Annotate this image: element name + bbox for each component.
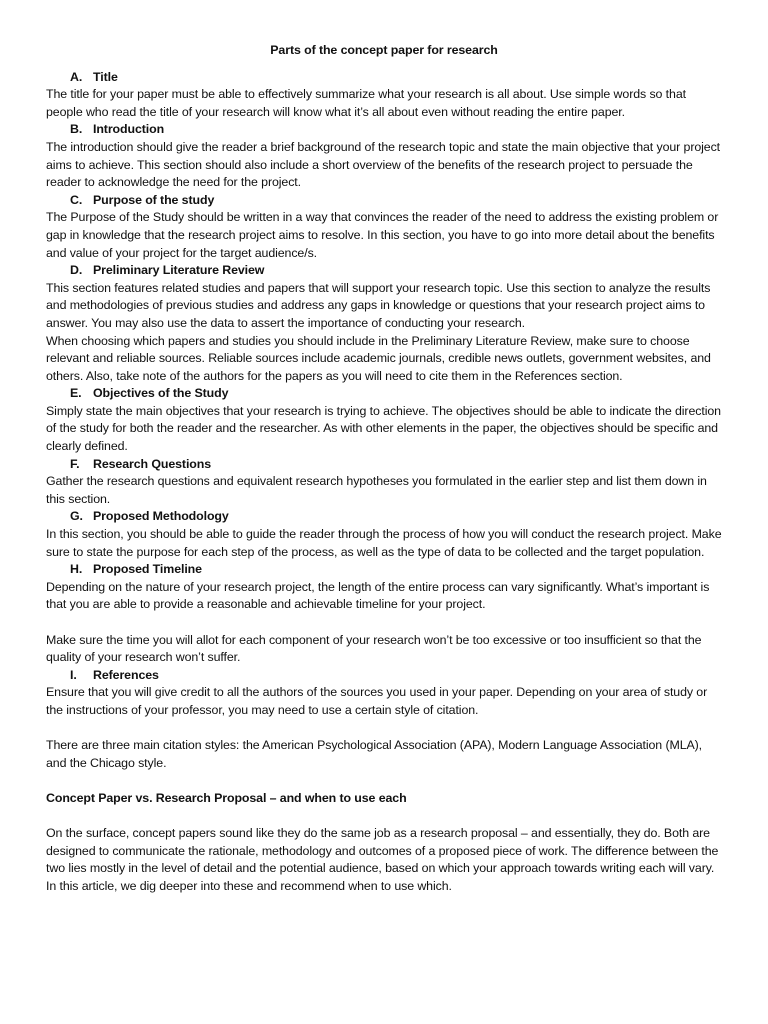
section-paragraph: Depending on the nature of your research project, the length of the entire process can vary significantly. What’s important is that you are able to provide a reasonable and achievable timeline for your project. (46, 579, 710, 612)
section-heading-methodology (46, 508, 722, 526)
section-letter: D. (70, 263, 83, 278)
section-letter: G. (70, 509, 83, 524)
closing-paragraph: On the surface, concept papers sound like they do the same job as a research proposal – and essentially, they do. Both are designed to communicate the rationale, methodology and outcomes of a proposed piece of work. The difference between the two lies mostly in the level of detail and the potential audience, based on which your approach towards writing each will vary. In this article, we dig deeper into these and recommend when to use which. (46, 826, 719, 893)
document-title: Parts of the concept paper for research (270, 43, 498, 57)
closing-heading: Concept Paper vs. Research Proposal – and when to use each (46, 790, 407, 805)
section-heading-text: Purpose of the study (93, 192, 215, 207)
section-heading-introduction (46, 121, 722, 139)
section-paragraph: The introduction should give the reader a brief background of the research topic and state the main objective that your project aims to achieve. This section should also include a short overview of the benefits of the research project to persuade the reader to acknowledge the need for the project. (46, 139, 721, 190)
section-paragraph: Gather the research questions and equivalent research hypotheses you formulated in the earlier step and list them down in this section. (46, 474, 707, 506)
section-paragraph: There are three main citation styles: the American Psychological Association (APA), Modern Language Association (MLA), and the Chicago style. (46, 738, 703, 770)
section-letter: H. (70, 562, 83, 577)
section-heading-text: Introduction (93, 122, 165, 137)
blank-line (46, 720, 722, 738)
section-letter: C. (70, 192, 83, 207)
section-heading-text: Proposed Methodology (93, 509, 229, 524)
section-letter: B. (70, 122, 83, 137)
section-heading-text: Objectives of the Study (93, 386, 229, 401)
section-heading-title (46, 69, 722, 87)
blank-line (46, 614, 722, 632)
section-heading-purpose (46, 192, 722, 210)
section-paragraph: Ensure that you will give credit to all the authors of the sources you used in your paper. Depending on your area of study or the instructions of your professor, you may need to use a certain style of citation. (46, 685, 708, 717)
section-paragraph: The Purpose of the Study should be written in a way that convinces the reader of the need to address the existing problem or gap in knowledge that the research project aims to resolve. In this section, you have to go into more detail about the benefits and value of your project for the target audience/s. (46, 210, 719, 260)
section-heading-text: Proposed Timeline (93, 562, 202, 577)
section-heading-text: Preliminary Literature Review (93, 263, 265, 278)
section-heading-references (46, 667, 722, 685)
section-paragraph: This section features related studies and papers that will support your research topic. Use this section to analyze the results and methodologies of previous studies and address any gaps in knowledge or questions that your research project aims to answer. You may also use the data to assert the importance of conducting your research. (46, 280, 711, 330)
document-page (46, 42, 722, 896)
section-heading-timeline (46, 561, 722, 579)
section-paragraph: Simply state the main objectives that your research is trying to achieve. The objectives should be able to indicate the direction of the study for both the reader and the researcher. As with other elements in the paper, the objectives should be specific and clearly defined. (46, 403, 721, 454)
section-letter: I. (70, 667, 77, 682)
section-heading-text: References (93, 667, 159, 682)
blank-line (46, 808, 722, 826)
section-letter: E. (70, 386, 82, 401)
section-paragraph: The title for your paper must be able to effectively summarize what your research is all about. Use simple words so that people who read the title of your research will know what it’s all about even without reading the entire paper. (46, 87, 686, 119)
section-paragraph: When choosing which papers and studies you should include in the Preliminary Literature Review, make sure to choose relevant and reliable sources. Reliable sources include academic journals, credible news outlets, government websites, and others. Also, take note of the authors for the papers as you will need to cite them in the References section. (46, 333, 711, 383)
section-heading-text: Title (93, 69, 118, 84)
section-letter: A. (70, 69, 83, 84)
section-letter: F. (70, 456, 80, 471)
blank-line (46, 772, 722, 790)
section-paragraph: In this section, you should be able to guide the reader through the process of how you will conduct the research project. Make sure to state the purpose for each step of the process, as well as the type of data to be collected and the target population. (46, 527, 722, 559)
section-heading-text: Research Questions (93, 456, 212, 471)
section-heading-research-questions (46, 456, 722, 474)
section-heading-objectives (46, 385, 722, 403)
section-heading-literature-review (46, 262, 722, 280)
section-paragraph: Make sure the time you will allot for each component of your research won’t be too excessive or too insufficient so that the quality of your research won’t suffer. (46, 632, 702, 665)
